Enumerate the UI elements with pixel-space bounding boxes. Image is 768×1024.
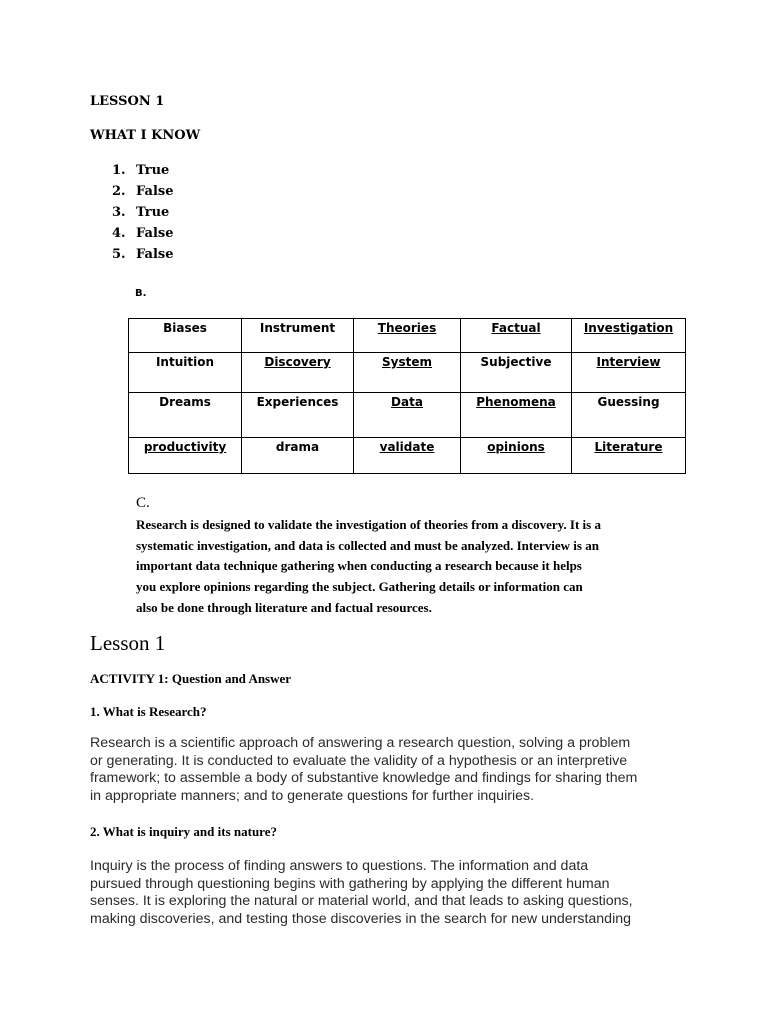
word-table	[128, 318, 686, 474]
list-item	[112, 181, 173, 202]
table-cell: Interview	[572, 353, 686, 393]
answers-list	[112, 160, 173, 265]
answer-number: 5.	[112, 247, 126, 262]
table-cell: Factual	[461, 319, 572, 353]
question-2-heading: 2. What is inquiry and its nature?	[90, 824, 277, 839]
section-c-label: C.	[136, 495, 150, 511]
activity-heading: ACTIVITY 1: Question and Answer	[90, 671, 292, 686]
table-cell: Intuition	[129, 353, 242, 393]
paragraph-line: systematic investigation, and data is collected and must be analyzed. Interview is an	[136, 537, 599, 553]
answer-value: False	[136, 226, 174, 241]
table-cell: Instrument	[242, 319, 354, 353]
paragraph-line: making discoveries, and testing those discoveries in the search for new understanding	[90, 910, 632, 927]
table-cell: Investigation	[572, 319, 686, 353]
answer-number: 3.	[112, 205, 126, 220]
paragraph-line: in appropriate manners; and to generate questions for further inquiries.	[90, 787, 535, 804]
question-2-answer	[90, 858, 690, 928]
answer-number: 4.	[112, 226, 126, 241]
list-item	[112, 202, 173, 223]
table-row	[129, 319, 686, 353]
lesson-heading: LESSON 1	[90, 94, 165, 109]
table-cell: System	[354, 353, 461, 393]
section-b-label: B.	[135, 288, 147, 299]
table-cell: Biases	[129, 319, 242, 353]
section-c-paragraph	[136, 515, 692, 619]
table-cell: Data	[354, 393, 461, 438]
answer-number: 1.	[112, 163, 126, 178]
table-cell: Subjective	[461, 353, 572, 393]
list-item	[112, 244, 173, 265]
answer-value: False	[136, 184, 174, 199]
question-1-heading: 1. What is Research?	[90, 704, 207, 719]
table-cell: drama	[242, 438, 354, 474]
table-row	[129, 393, 686, 438]
answer-value: True	[136, 205, 170, 220]
list-item	[112, 160, 173, 181]
table-cell: Dreams	[129, 393, 242, 438]
answer-value: False	[136, 247, 174, 262]
table-cell: Literature	[572, 438, 686, 474]
table-cell: productivity	[129, 438, 242, 474]
answer-value: True	[136, 163, 170, 178]
what-i-know-heading: WHAT I KNOW	[90, 128, 201, 143]
list-item	[112, 223, 173, 244]
table-cell: Phenomena	[461, 393, 572, 438]
table-cell: Discovery	[242, 353, 354, 393]
table-cell: Guessing	[572, 393, 686, 438]
paragraph-line: senses. It is exploring the natural or material world, and that leads to asking questions,	[90, 893, 633, 909]
paragraph-line: pursued through questioning begins with gathering by applying the different human	[90, 875, 610, 892]
table-row	[129, 353, 686, 393]
paragraph-line: Research is designed to validate the investigation of theories from a discovery. It is a	[136, 517, 601, 532]
answer-number: 2.	[112, 184, 126, 199]
table-cell: Experiences	[242, 393, 354, 438]
paragraph-line: framework; to assemble a body of substantive knowledge and findings for sharing them	[90, 770, 638, 786]
table-row	[129, 438, 686, 474]
table-cell: opinions	[461, 438, 572, 474]
question-1-answer	[90, 735, 690, 805]
paragraph-line: Research is a scientific approach of answering a research question, solving a problem	[90, 735, 631, 751]
table-cell: Theories	[354, 319, 461, 353]
paragraph-line: important data technique gathering when conducting a research because it helps	[136, 558, 582, 574]
paragraph-line: or generating. It is conducted to evaluate the validity of a hypothesis or an interpretive	[90, 752, 628, 769]
paragraph-line: also be done through literature and factual resources.	[136, 599, 432, 615]
table-cell: validate	[354, 438, 461, 474]
lesson-title: Lesson 1	[90, 631, 166, 655]
paragraph-line: you explore opinions regarding the subject. Gathering details or information can	[136, 579, 583, 595]
paragraph-line: Inquiry is the process of finding answers to questions. The information and data	[90, 858, 589, 874]
